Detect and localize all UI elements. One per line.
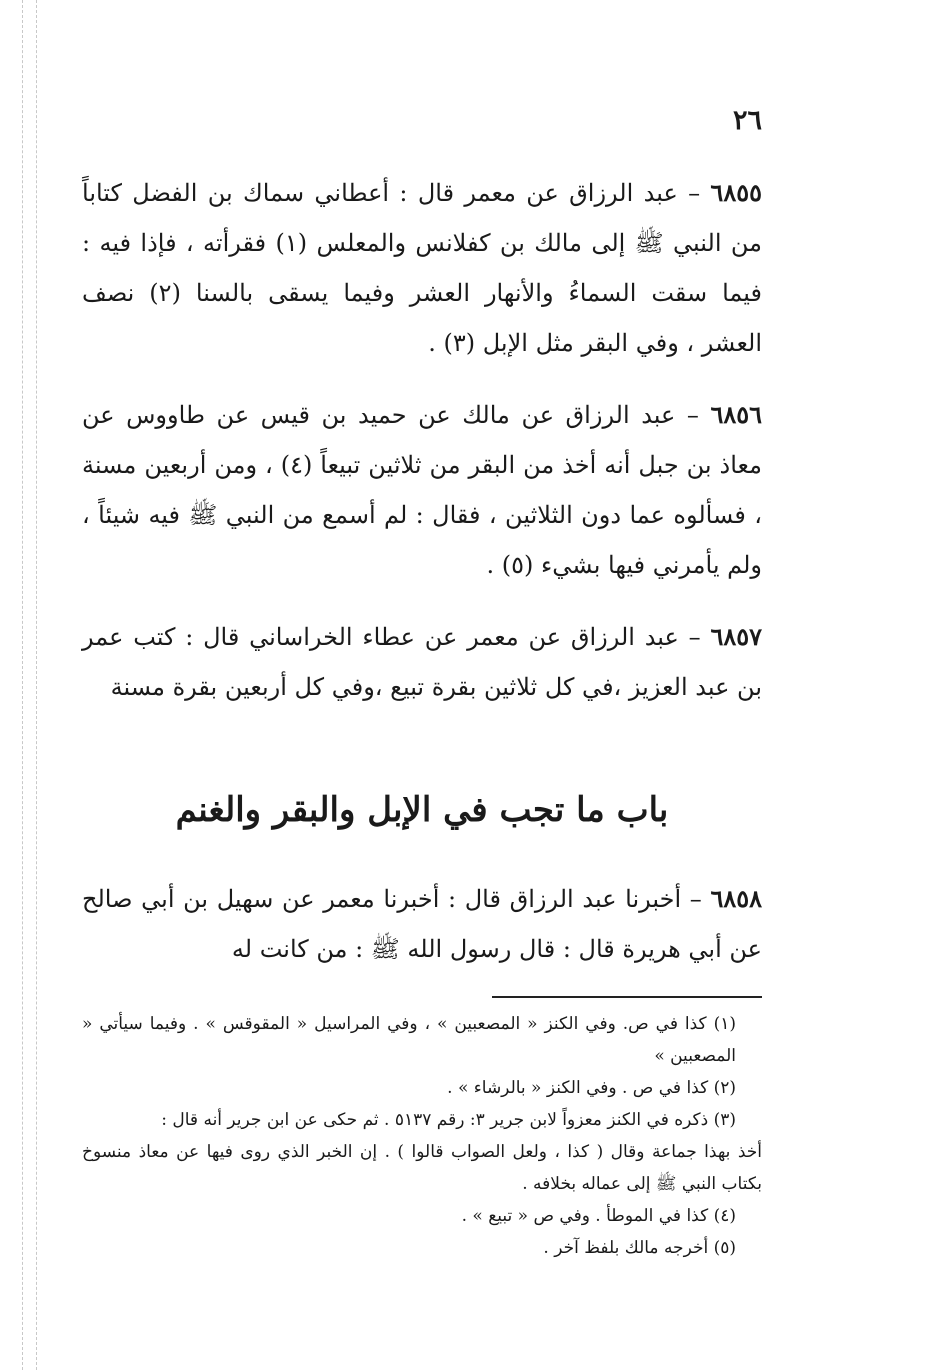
footnote: (٢) كذا في ص . وفي الكنز « بالرشاء » . bbox=[447, 1078, 736, 1098]
scan-left-margin-line bbox=[22, 0, 23, 1370]
footnote-separator bbox=[492, 996, 762, 998]
hadith-text: – عبد الرزاق عن مالك عن حميد بن قيس عن طاووس عن معاذ بن جبل أنه أخذ من البقر من ثلاثين تبيعاً (٤) ، ومن أربعين مسنة ، فسألوه عما دون الثلاثين ، فقال : لم أسمع من النبي ﷺ فيه شيئاً ، ولم يأمرني فيها بشيء (٥) . bbox=[82, 401, 762, 579]
page-number: ٢٦ bbox=[732, 105, 762, 136]
footnote: (٥) أخرجه مالك بلفظ آخر . bbox=[543, 1238, 736, 1258]
hadith-paragraph bbox=[82, 168, 762, 368]
hadith-text: – أخبرنا عبد الرزاق قال : أخبرنا معمر عن سهيل بن أبي صالح عن أبي هريرة قال : قال رسول الله ﷺ : من كانت له bbox=[82, 885, 762, 963]
footnote: (٤) كذا في الموطأ . وفي ص « تبيع » . bbox=[461, 1206, 736, 1226]
footnote: (١) كذا في ص. وفي الكنز « المصعبين » ، وفي المراسيل « المقوقس » . وفيما سيأتي « المصعبين » bbox=[82, 1014, 736, 1066]
section-heading: باب ما تجب في الإبل والبقر والغنم bbox=[175, 790, 669, 830]
hadith-number: ٦٨٥٦ bbox=[710, 400, 762, 429]
hadith-number: ٦٨٥٧ bbox=[710, 622, 762, 651]
hadith-paragraph bbox=[82, 874, 762, 974]
hadith-number: ٦٨٥٥ bbox=[710, 178, 762, 207]
footnote: (٣) ذكره في الكنز معزواً لابن جرير ٣: رقم ٥١٣٧ . ثم حكى عن ابن جرير أنه قال : bbox=[161, 1110, 736, 1130]
document-page bbox=[82, 95, 762, 1264]
hadith-paragraph bbox=[82, 612, 762, 712]
footnote-continuation: أخذ بهذا جماعة وقال ( كذا ، ولعل الصواب قالوا ) . إن الخبر الذي روى فيها عن معاذ منسوخ بكتاب النبي ﷺ إلى عماله بخلافه . bbox=[82, 1142, 762, 1194]
hadith-paragraph bbox=[82, 390, 762, 590]
scan-left-margin-line-2 bbox=[36, 0, 37, 1370]
footnotes bbox=[82, 1008, 762, 1264]
hadith-number: ٦٨٥٨ bbox=[710, 884, 762, 913]
hadith-text: – عبد الرزاق عن معمر قال : أعطاني سماك بن الفضل كتاباً من النبي ﷺ إلى مالك بن كفلانس والمعلس (١) فقرأته ، فإذا فيه : فيما سقت السماءُ والأنهار العشر وفيما يسقى بالسنا (٢) نصف العشر ، وفي البقر مثل الإبل (٣) . bbox=[82, 179, 763, 357]
hadith-text: – عبد الرزاق عن معمر عن عطاء الخراساني قال : كتب عمر بن عبد العزيز ،في كل ثلاثين بقرة تبيع ،وفي كل أربعين بقرة مسنة bbox=[82, 623, 762, 701]
